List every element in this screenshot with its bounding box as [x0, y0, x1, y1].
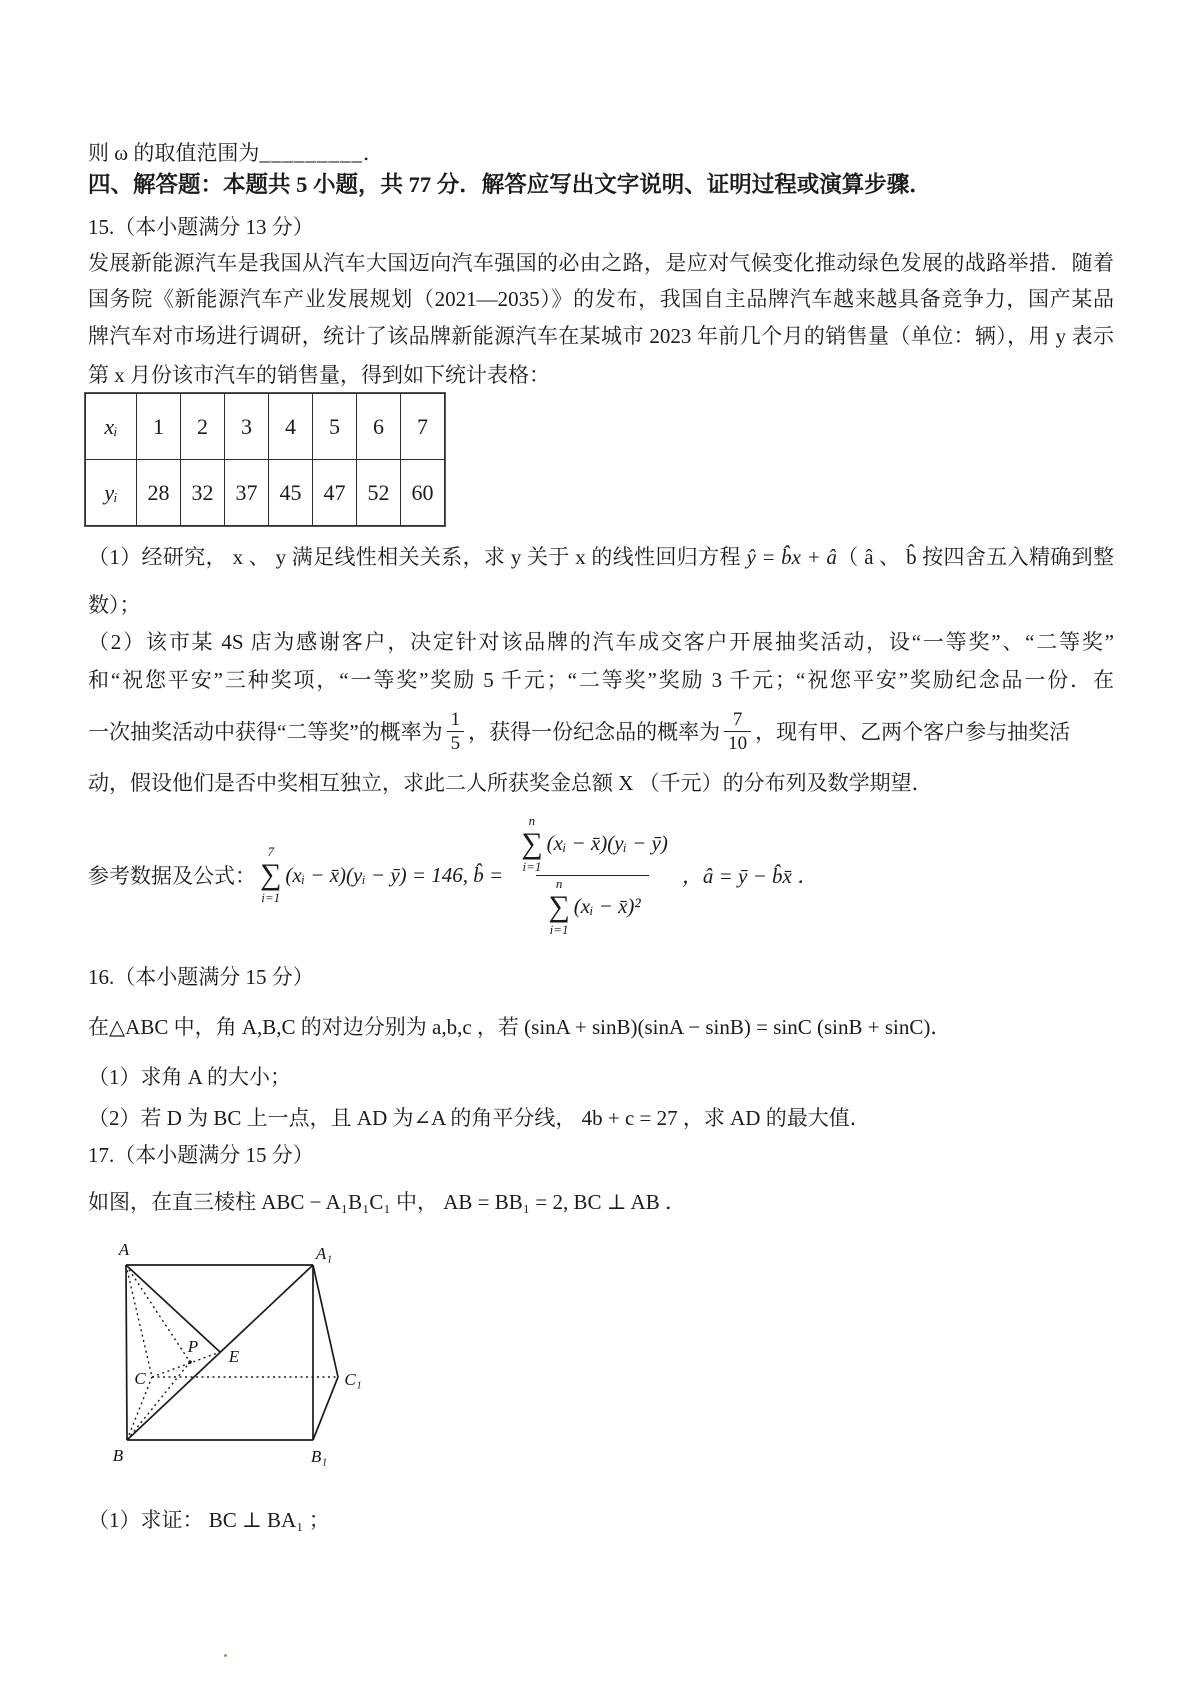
fill-blank-line [88, 138, 384, 168]
scan-artifact-dot [224, 1654, 227, 1657]
table-y-cell: 45 [269, 460, 313, 526]
q15-paragraph-line4: 第 x 月份该市汽车的销售量，得到如下统计表格： [88, 363, 550, 387]
formula-label: 参考数据及公式： [88, 864, 256, 888]
table-y-cell: 52 [357, 460, 401, 526]
vertex-label-c: C [134, 1369, 146, 1388]
table-x-cell: 1 [137, 394, 181, 460]
sigma-symbol: ∑ [260, 858, 282, 891]
vertex-label-a: A [118, 1240, 130, 1259]
sum-operator-7 [260, 845, 281, 905]
q17-statement: 如图，在直三棱柱 ABC − A₁B₁C₁ 中， AB = BB₁ = 2, BC ⊥ AB ． [88, 1190, 686, 1214]
q16-part2: （2）若 D 为 BC 上一点，且 AD 为∠A 的角平分线， 4b + c = 27 ，求 AD 的最大值． [88, 1106, 871, 1130]
table-row-y [86, 460, 445, 526]
point-label-e: E [228, 1347, 240, 1366]
sum-upper-limit: 7 [267, 844, 274, 859]
sum-expression: (xᵢ − x̄)(yᵢ − ȳ) = 146, b̂ = [285, 862, 504, 887]
q15-title: 15.（本小题满分 13 分） [88, 215, 314, 239]
table-y-cell: 37 [225, 460, 269, 526]
sum-lower-limit: i=1 [549, 921, 569, 937]
q15-part2-line1: （2）该市某 4S 店为感谢客户，决定针对该品牌的汽车成交客户开展抽奖活动，设“一等奖”、“二等奖” [88, 630, 1114, 654]
table-y-cell: 28 [137, 460, 181, 526]
fraction-numerator: 1 [450, 708, 461, 730]
probability-fraction-7-10 [724, 708, 751, 755]
table-row-x [86, 394, 445, 460]
frac-line-mid: ，获得一份纪念品的概率为 [468, 720, 721, 744]
numerator-expression: (xᵢ − x̄)(yᵢ − ȳ) [546, 831, 668, 855]
section-header: 四、解答题：本题共 5 小题，共 77 分．解答应写出文字说明、证明过程或演算步骤． [88, 172, 932, 197]
fill-blank-period: ． [362, 141, 384, 165]
table-x-cell: 4 [269, 394, 313, 460]
q15-part2-line4: 动，假设他们是否中奖相互独立，求此二人所获奖金总额 X （千元）的分布列及数学期望． [88, 771, 933, 795]
vertex-label-b: B [112, 1446, 124, 1465]
sum-operator-n [521, 814, 542, 874]
sum-upper-limit: n [528, 812, 536, 828]
q17-title: 17.（本小题满分 15 分） [88, 1143, 314, 1167]
table-x-header: xᵢ [86, 394, 137, 460]
table-x-cell: 5 [313, 394, 357, 460]
sum-upper-limit: n [555, 875, 563, 891]
fraction-denominator: 10 [724, 731, 751, 755]
point-label-p: P [187, 1337, 199, 1356]
q15-part1-line2: 数）； [88, 593, 141, 617]
vertex-label-b1: B₁ [310, 1447, 328, 1466]
q15-paragraph-line2: 国务院《新能源汽车产业发展规划（2021—2035）》的发布，我国自主品牌汽车越来越具备竞争力，国产某品 [88, 287, 1114, 311]
table-x-cell: 3 [225, 394, 269, 460]
denominator-expression: (xᵢ − x̄)² [573, 894, 641, 918]
q17-part1: （1）求证： BC ⊥ BA₁ ； [88, 1508, 330, 1532]
q16-title: 16.（本小题满分 15 分） [88, 965, 314, 989]
vertex-label-c1: C₁ [344, 1370, 362, 1389]
bhat-fraction-denominator [536, 875, 648, 938]
table-y-cell: 47 [313, 460, 357, 526]
regression-equation: ŷ = b̂x + â [746, 545, 837, 569]
sum-lower-limit: i=1 [522, 858, 542, 874]
table-x-cell: 7 [401, 394, 445, 460]
q15-data-table [85, 393, 445, 526]
q15-part1-post: （ â 、 b̂ 按四舍五入精确到整 [836, 545, 1115, 569]
sigma-symbol: ∑ [548, 889, 570, 923]
fraction-numerator: 7 [732, 708, 743, 730]
frac-line-post: ，现有甲、乙两个客户参与抽奖活 [755, 720, 1071, 744]
bhat-fraction-numerator [509, 813, 676, 875]
q15-part1-line1 [88, 542, 1114, 572]
sum-lower-limit: i=1 [261, 890, 281, 905]
q16-statement: 在△ABC 中，角 A,B,C 的对边分别为 a,b,c ，若 (sinA + sinB)(sinA − sinB) = sinC (sinB + sinC)． [88, 1015, 952, 1039]
fraction-denominator: 5 [447, 731, 465, 755]
table-x-cell: 2 [181, 394, 225, 460]
q15-paragraph-line3: 牌汽车对市场进行调研，统计了该品牌新能源汽车在某城市 2023 年前几个月的销售量（单位：辆），用 y 表示 [88, 324, 1114, 348]
q15-part2-line2: 和“祝您平安”三种奖项，“一等奖”奖励 5 千元；“二等奖”奖励 3 千元；“祝您平安”奖励纪念品一份．在 [88, 668, 1114, 692]
bhat-fraction [509, 813, 676, 938]
q15-part2-fraction-line [88, 701, 1070, 761]
q15-reference-formula [88, 800, 818, 950]
table-y-cell: 32 [181, 460, 225, 526]
vertex-label-a1: A₁ [315, 1244, 333, 1263]
ahat-expression: ，â = ȳ − b̂x̄ ． [681, 864, 819, 888]
table-x-cell: 6 [357, 394, 401, 460]
table-y-cell: 60 [401, 460, 445, 526]
q15-paragraph-line1: 发展新能源汽车是我国从汽车大国迈向汽车强国的必由之路，是应对气候变化推动绿色发展的战路举措．随着 [88, 251, 1114, 275]
frac-line-pre: 一次抽奖活动中获得“二等奖”的概率为 [88, 720, 443, 744]
point-p-dot [188, 1360, 192, 1364]
table-y-header: yᵢ [86, 460, 137, 526]
probability-fraction-1-5 [447, 708, 465, 755]
q15-part1-pre: （1）经研究， x 、 y 满足线性相关关系，求 y 关于 x 的线性回归方程 [88, 545, 741, 569]
sigma-symbol: ∑ [521, 826, 543, 860]
q16-part1: （1）求角 A 的大小； [88, 1065, 292, 1089]
fill-blank-text: 则 ω 的取值范围为 [88, 141, 260, 165]
answer-blank: _________ [259, 141, 363, 165]
prism-figure [100, 1235, 380, 1485]
sum-operator-n [548, 877, 569, 937]
